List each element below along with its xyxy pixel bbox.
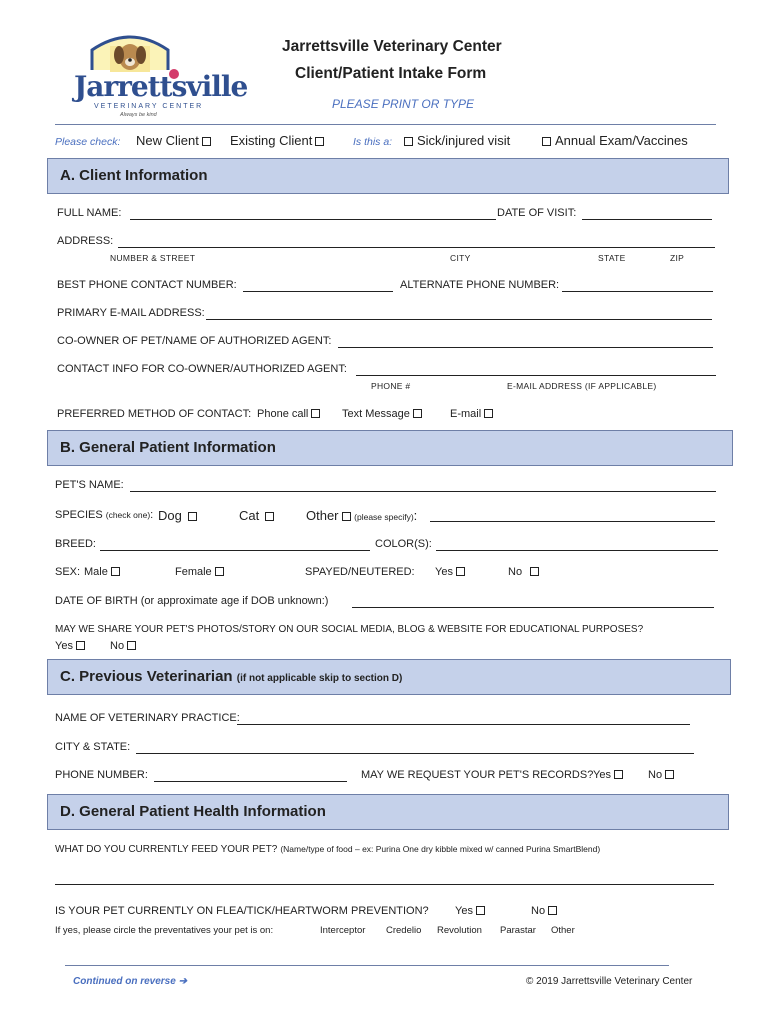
is-this-a-label: Is this a:: [353, 136, 393, 148]
spayed-no-option[interactable]: No: [508, 566, 539, 578]
preventative-revolution[interactable]: Revolution: [437, 925, 482, 936]
annual-exam-checkbox[interactable]: [542, 137, 551, 146]
colors-field[interactable]: [436, 550, 718, 551]
feed-question: WHAT DO YOU CURRENTLY FEED YOUR PET? (Name/type of food – ex: Purina One dry kibble mixed w/ canned Purina SmartBlend): [55, 844, 601, 855]
prevention-no-checkbox[interactable]: [548, 906, 557, 915]
records-no-option[interactable]: No: [648, 769, 674, 781]
address-label: ADDRESS:: [57, 235, 114, 247]
phone-call-checkbox[interactable]: [311, 409, 320, 418]
species-label: SPECIES (check one):: [55, 509, 154, 521]
pet-name-label: PET'S NAME:: [55, 479, 124, 491]
spayed-no-checkbox[interactable]: [530, 567, 539, 576]
share-yes-option[interactable]: Yes: [55, 640, 85, 652]
sex-label: SEX:: [55, 566, 81, 578]
female-option[interactable]: Female: [175, 566, 224, 578]
section-b-header: B. General Patient Information: [47, 430, 733, 466]
best-phone-label: BEST PHONE CONTACT NUMBER:: [57, 279, 237, 291]
co-owner-field[interactable]: [338, 347, 713, 348]
logo-name: Jarrettsville: [74, 70, 248, 103]
dog-checkbox[interactable]: [188, 512, 197, 521]
dob-field[interactable]: [352, 607, 714, 608]
prevention-no-option[interactable]: No: [531, 905, 557, 917]
email-applicable-caption: E-MAIL ADDRESS (IF APPLICABLE): [507, 381, 657, 391]
alt-phone-label: ALTERNATE PHONE NUMBER:: [400, 279, 560, 291]
records-question: MAY WE REQUEST YOUR PET'S RECORDS?: [361, 769, 594, 781]
header-divider: [55, 124, 716, 125]
circle-instruction: If yes, please circle the preventatives your pet is on:: [55, 925, 274, 936]
print-note: PLEASE PRINT OR TYPE: [332, 97, 475, 111]
state-caption: STATE: [598, 253, 626, 263]
colors-label: COLOR(S):: [375, 538, 432, 550]
copyright: © 2019 Jarrettsville Veterinary Center: [526, 976, 693, 987]
date-of-visit-field[interactable]: [582, 219, 712, 220]
city-state-field[interactable]: [136, 753, 694, 754]
co-owner-label: CO-OWNER OF PET/NAME OF AUTHORIZED AGENT:: [57, 335, 332, 347]
prevention-yes-option[interactable]: Yes: [455, 905, 485, 917]
share-no-checkbox[interactable]: [127, 641, 136, 650]
vet-phone-field[interactable]: [154, 781, 347, 782]
practice-label: NAME OF VETERINARY PRACTICE:: [55, 712, 240, 724]
section-c-header: C. Previous Veterinarian (if not applicable skip to section D): [47, 659, 731, 695]
share-question: MAY WE SHARE YOUR PET'S PHOTOS/STORY ON OUR SOCIAL MEDIA, BLOG & WEBSITE FOR EDUCATIONAL PURPOSES?: [55, 624, 644, 635]
male-option[interactable]: Male: [84, 566, 120, 578]
footer-divider: [65, 965, 669, 966]
breed-field[interactable]: [100, 550, 370, 551]
text-message-checkbox[interactable]: [413, 409, 422, 418]
breed-label: BREED:: [55, 538, 96, 550]
sick-visit-checkbox[interactable]: [404, 137, 413, 146]
existing-client-checkbox[interactable]: [315, 137, 324, 146]
logo: [70, 22, 248, 122]
spayed-label: SPAYED/NEUTERED:: [305, 566, 415, 578]
full-name-label: FULL NAME:: [57, 207, 122, 219]
number-street-caption: NUMBER & STREET: [110, 253, 196, 263]
records-yes-option[interactable]: Yes: [593, 769, 623, 781]
email-field[interactable]: [206, 319, 712, 320]
share-no-option[interactable]: No: [110, 640, 136, 652]
section-d-header: D. General Patient Health Information: [47, 794, 729, 830]
co-contact-field[interactable]: [356, 375, 716, 376]
sick-visit-option[interactable]: Sick/injured visit: [404, 133, 510, 148]
dob-label: DATE OF BIRTH (or approximate age if DOB unknown:): [55, 595, 329, 607]
e-mail-checkbox[interactable]: [484, 409, 493, 418]
preventative-parastar[interactable]: Parastar: [500, 925, 536, 936]
date-of-visit-label: DATE OF VISIT:: [497, 207, 577, 219]
other-checkbox[interactable]: [342, 512, 351, 521]
preventative-credelio[interactable]: Credelio: [386, 925, 422, 936]
dog-option[interactable]: Dog: [158, 508, 197, 523]
practice-field[interactable]: [237, 724, 690, 725]
alt-phone-field[interactable]: [562, 291, 713, 292]
existing-client-option[interactable]: Existing Client: [230, 133, 324, 148]
share-yes-checkbox[interactable]: [76, 641, 85, 650]
new-client-checkbox[interactable]: [202, 137, 211, 146]
records-no-checkbox[interactable]: [665, 770, 674, 779]
city-caption: CITY: [450, 253, 471, 263]
records-yes-checkbox[interactable]: [614, 770, 623, 779]
prevention-question: IS YOUR PET CURRENTLY ON FLEA/TICK/HEARTWORM PREVENTION?: [55, 905, 429, 917]
spayed-yes-option[interactable]: Yes: [435, 566, 465, 578]
text-message-option[interactable]: Text Message: [342, 408, 422, 420]
species-other-field[interactable]: [430, 521, 715, 522]
vet-phone-label: PHONE NUMBER:: [55, 769, 148, 781]
other-option[interactable]: Other (please specify):: [306, 508, 418, 523]
city-state-label: CITY & STATE:: [55, 741, 131, 753]
address-field[interactable]: [118, 247, 715, 248]
full-name-field[interactable]: [130, 219, 496, 220]
best-phone-field[interactable]: [243, 291, 393, 292]
section-a-header: A. Client Information: [47, 158, 729, 194]
male-checkbox[interactable]: [111, 567, 120, 576]
co-contact-label: CONTACT INFO FOR CO-OWNER/AUTHORIZED AGENT:: [57, 363, 347, 375]
preventative-interceptor[interactable]: Interceptor: [320, 925, 366, 936]
zip-caption: ZIP: [670, 253, 685, 263]
feed-field[interactable]: [55, 884, 714, 885]
cat-checkbox[interactable]: [265, 512, 274, 521]
preventative-other[interactable]: Other: [551, 925, 575, 936]
phone-num-caption: PHONE #: [371, 381, 411, 391]
form-org-title: Jarrettsville Veterinary Center: [282, 38, 502, 55]
new-client-option[interactable]: New Client: [136, 133, 211, 148]
annual-exam-option[interactable]: Annual Exam/Vaccines: [542, 133, 688, 148]
preferred-contact-label: PREFERRED METHOD OF CONTACT:: [57, 408, 252, 420]
cat-option[interactable]: Cat: [239, 508, 274, 523]
form-title: Client/Patient Intake Form: [295, 65, 487, 82]
please-check-label: Please check:: [55, 136, 121, 148]
e-mail-option[interactable]: E-mail: [450, 408, 493, 420]
prevention-yes-checkbox[interactable]: [476, 906, 485, 915]
spayed-yes-checkbox[interactable]: [456, 567, 465, 576]
logo-subtitle: VETERINARY CENTER: [94, 103, 204, 110]
email-label: PRIMARY E-MAIL ADDRESS:: [57, 307, 205, 319]
phone-call-option[interactable]: Phone call: [257, 408, 320, 420]
logo-tagline: Always be kind: [120, 112, 157, 118]
female-checkbox[interactable]: [215, 567, 224, 576]
continued-on-reverse: Continued on reverse ➔: [73, 976, 187, 987]
pet-name-field[interactable]: [130, 491, 716, 492]
